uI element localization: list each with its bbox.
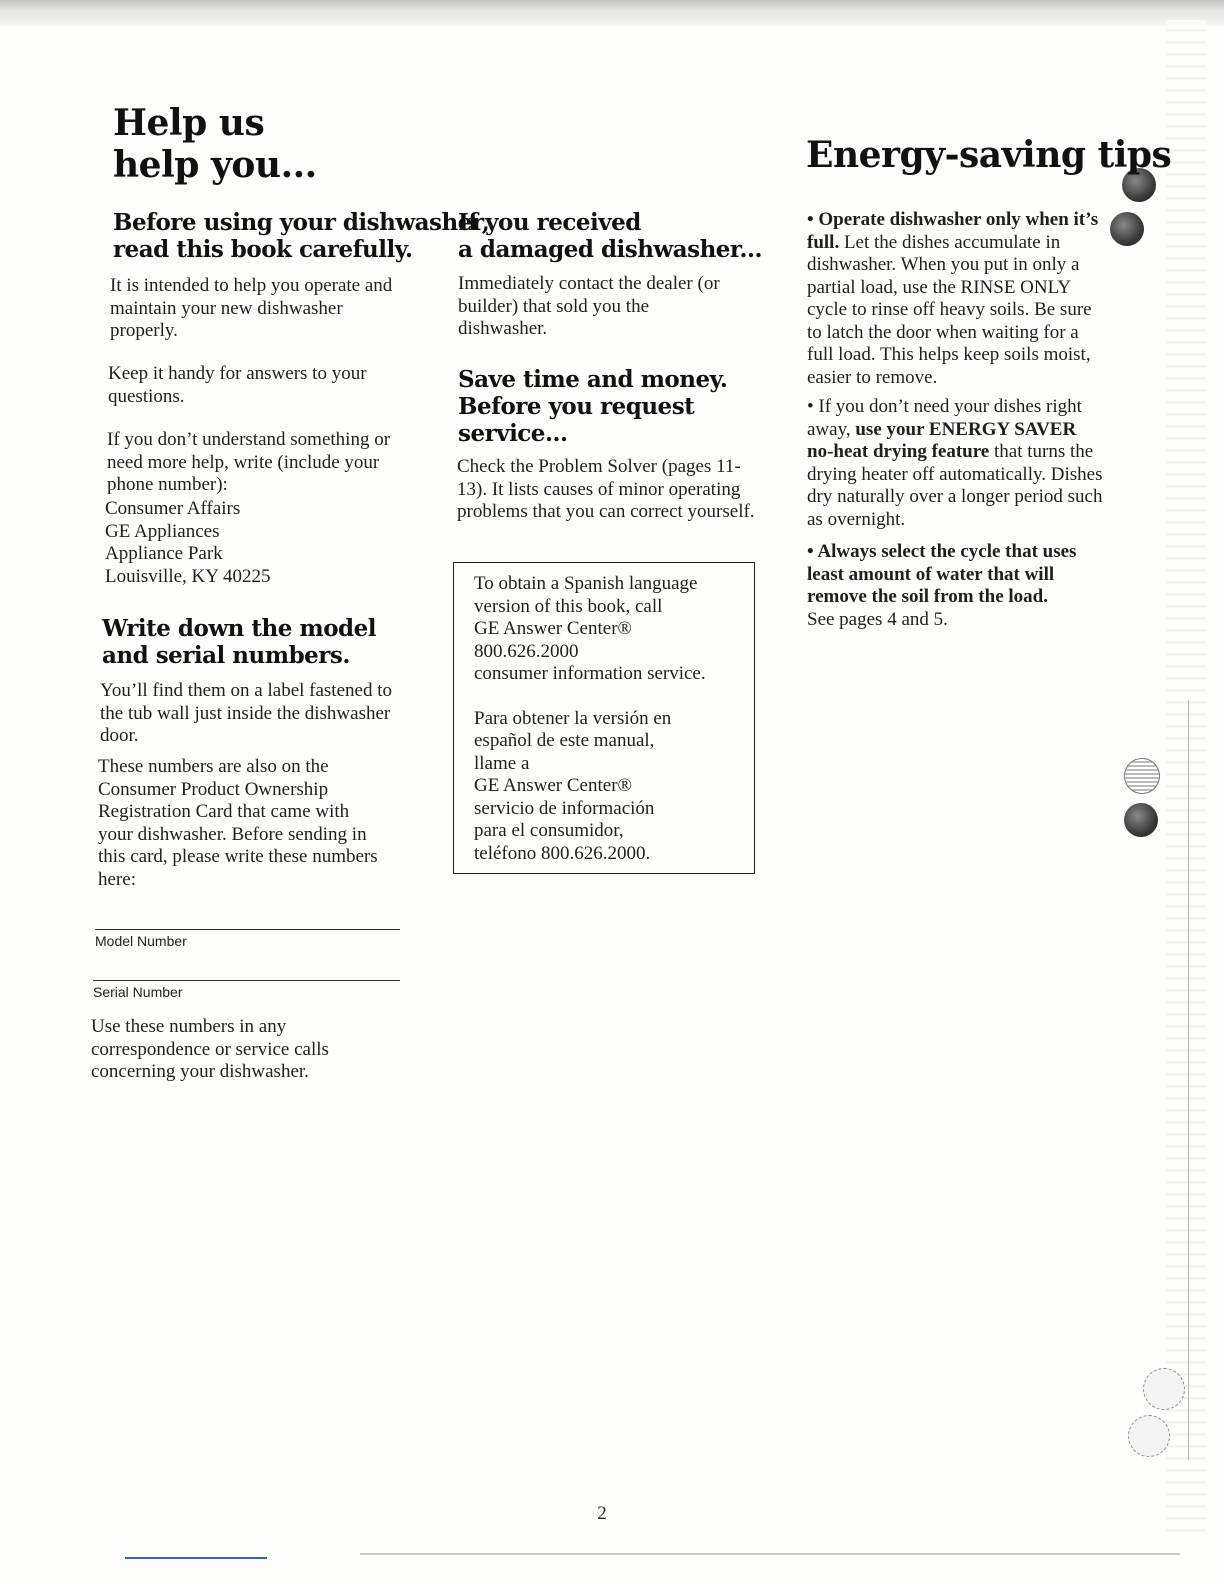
tip-operate-full-text — [807, 209, 1107, 389]
binder-hole-mark — [1110, 212, 1144, 246]
page-number: 2 — [597, 1503, 607, 1524]
tip-select-cycle — [807, 541, 1107, 631]
binder-hole-mark — [1124, 803, 1158, 837]
box-line: GE Answer Center® — [474, 775, 632, 796]
tip-energy-saver-bold: use your ENERGY SAVER no-heat drying feature — [807, 418, 1077, 462]
tip-operate-full-body: Let the dishes accumulate in dishwasher. When you put in only a partial load, use the RINSE ONLY cycle to rinse off heavy soils. Be sure to latch the door when waiting for a full load. This helps keep soils moist, easier to remove. — [807, 231, 1092, 388]
save-time-heading — [458, 366, 727, 447]
tip-energy-saver-post: that turns the drying heater off automatically. Dishes dry naturally over a longer period such as overnight. — [807, 441, 1103, 530]
box-line: servicio de información — [474, 797, 655, 819]
tip-energy-saver — [807, 396, 1107, 531]
box-line: español de este manual, — [474, 730, 655, 751]
label-text: You’ll find them on a label fastened to the tub wall just inside the dishwasher door. — [100, 680, 392, 746]
save-time-text: Check the Problem Solver (pages 11-13). It lists causes of minor operating problems that you can correct yourself. — [457, 456, 755, 522]
before-using-heading-line2: read this book carefully. — [113, 236, 413, 263]
tip-energy-saver-text — [807, 396, 1107, 531]
model-number-label: Model Number — [95, 933, 187, 949]
page-title-line1: Help us — [113, 102, 265, 144]
blue-rule — [125, 1557, 267, 1559]
serial-number-label: Serial Number — [93, 984, 183, 1000]
label-paragraph — [100, 680, 405, 748]
box-line: para el consumidor, — [474, 820, 624, 841]
save-time-heading-line3: service... — [458, 420, 568, 447]
box-line: To obtain a Spanish language — [474, 573, 698, 594]
address-line: GE Appliances — [105, 520, 220, 542]
serial-number-line — [93, 980, 400, 981]
box-phone: 800.626.2000 — [474, 640, 579, 662]
tip-operate-full-bold: • Operate dishwasher only when it’s full. — [807, 209, 1099, 253]
box-line: GE Answer Center® — [474, 618, 632, 639]
damaged-paragraph — [458, 273, 738, 341]
damaged-text: Immediately contact the dealer (or builder) that sold you the dishwasher. — [458, 273, 720, 339]
keep-handy-paragraph — [108, 363, 408, 408]
intro-paragraph — [110, 275, 410, 343]
before-using-heading-line1: Before using your dishwasher, — [113, 209, 490, 236]
tip-operate-full — [807, 209, 1107, 389]
numbers-text: These numbers are also on the Consumer Product Ownership Registration Card that came with your dishwasher. Before sending in this card, please write these numbers here: — [98, 756, 378, 890]
tip-select-cycle-text — [807, 541, 1107, 609]
box-line: Para obtener la versión en — [474, 707, 672, 729]
scan-edge-right — [1166, 20, 1206, 1540]
before-using-heading — [113, 209, 489, 263]
save-time-paragraph — [457, 456, 757, 524]
use-numbers-paragraph — [91, 1016, 391, 1084]
damaged-heading-line2: a damaged dishwasher... — [458, 236, 762, 263]
binder-ring-mark — [1128, 1415, 1170, 1457]
box-line: consumer information service. — [474, 663, 706, 684]
tip-energy-saver-pre: • If you don’t need your dishes right away, — [807, 396, 1082, 440]
tip-select-cycle-bold: • Always select the cycle that uses least amount of water that will remove the soil from the load. — [807, 541, 1077, 607]
box-line: teléfono 800.626.2000. — [474, 842, 651, 864]
page-title — [113, 102, 317, 186]
write-down-heading-line2: and serial numbers. — [102, 642, 350, 669]
box-line: version of this book, call — [474, 595, 663, 617]
scan-edge-top — [0, 0, 1224, 26]
keep-handy-text: Keep it handy for answers to your questions. — [108, 363, 367, 407]
scan-edge-bottom — [360, 1553, 1180, 1555]
save-time-heading-line2: Before you request — [458, 393, 695, 420]
save-time-heading-line1: Save time and money. — [458, 366, 728, 393]
intro-text: It is intended to help you operate and maintain your new dishwasher properly. — [110, 275, 393, 341]
numbers-paragraph — [98, 756, 388, 891]
address-block — [105, 498, 405, 588]
address-line: Consumer Affairs — [105, 498, 241, 519]
energy-title: Energy-saving tips — [806, 134, 1172, 176]
damaged-heading — [458, 209, 762, 263]
binder-ring-mark — [1143, 1368, 1185, 1410]
understand-text: If you don’t understand something or need more help, write (include your phone number): — [107, 429, 391, 495]
spanish-info-box — [453, 562, 755, 874]
spanish-info-content — [474, 573, 749, 865]
address-line: Appliance Park — [105, 543, 223, 564]
model-number-line — [95, 929, 400, 930]
box-line: llame a — [474, 752, 530, 774]
binder-hole-mark — [1124, 758, 1160, 794]
address-line: Louisville, KY 40225 — [105, 565, 271, 587]
write-down-heading — [102, 615, 376, 669]
understand-paragraph — [107, 429, 407, 497]
damaged-heading-line1: If you received — [458, 209, 641, 236]
use-numbers-text: Use these numbers in any correspondence or service calls concerning your dishwasher. — [91, 1016, 329, 1082]
tip-select-cycle-body: See pages 4 and 5. — [807, 608, 948, 630]
write-down-heading-line1: Write down the model — [102, 615, 376, 642]
scan-edge-line — [1188, 700, 1189, 1460]
page-title-line2: help you... — [113, 144, 317, 186]
